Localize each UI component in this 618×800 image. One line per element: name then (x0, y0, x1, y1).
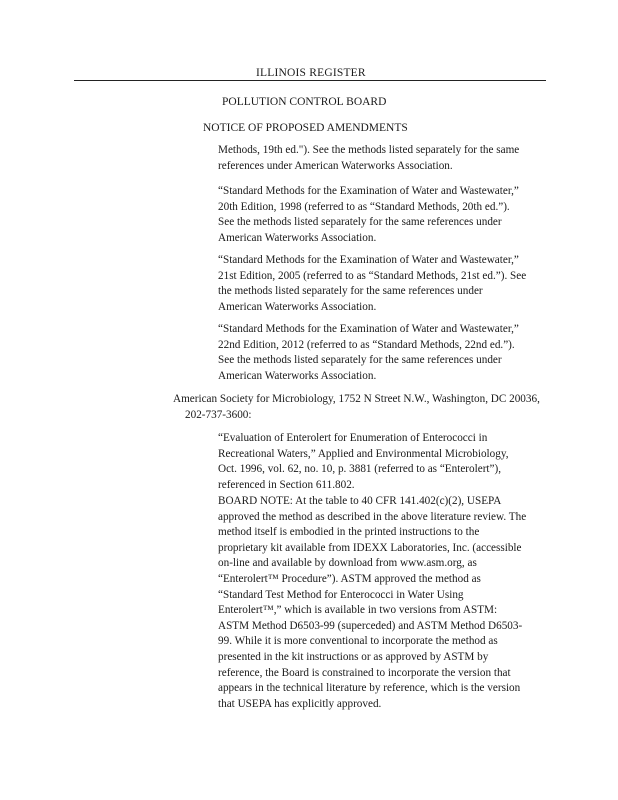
register-header-title: ILLINOIS REGISTER (256, 67, 366, 79)
paragraph-19th-edition: Methods, 19th ed."). See the methods listed separately for the same references under American Waterworks Association. (218, 144, 520, 172)
notice-heading: NOTICE OF PROPOSED AMENDMENTS (203, 122, 408, 134)
paragraph-20th-edition: “Standard Methods for the Examination of Water and Wastewater,” 20th Edition, 1998 (referred to as “Standard Methods, 20th ed.”). See the methods listed separately for the same references under American Waterworks Association. (218, 185, 519, 244)
asm-reference: American Society for Microbiology, 1752 N Street N.W., Washington, DC 20036, 202-737-3600: (173, 393, 540, 421)
paragraph-enterolert: “Evaluation of Enterolert for Enumeration of Enterococci in Recreational Waters,” Applied and Environmental Microbiology, Oct. 1996, vol. 62, no. 10, p. 3881 (referred to as “Enterolert”), referenced in Section 611.802. (218, 432, 509, 491)
board-name: POLLUTION CONTROL BOARD (222, 96, 387, 108)
paragraph-22nd-edition: “Standard Methods for the Examination of Water and Wastewater,” 22nd Edition, 2012 (referred to as “Standard Methods, 22nd ed.”). See the methods listed separately for the same references under American Waterworks Association. (218, 323, 519, 382)
board-note: BOARD NOTE: At the table to 40 CFR 141.402(c)(2), USEPA approved the method as described in the above literature review. The method itself is embodied in the printed instructions to the proprietary kit available from IDEXX Laboratories, Inc. (accessible on-line and available by download from www.asm.org, as “Enterolert™ Procedure”). ASTM approved the method as “Standard Test Method for Enterococci in Water Using Enterolert™,” which is available in two versions from ASTM: ASTM Method D6503-99 (superceded) and ASTM Method D6503-99. While it is more conventional to incorporate the method as presented in the kit instructions or as approved by ASTM by reference, the Board is constrained to incorporate the version that appears in the technical literature by reference, which is the version that USEPA has explicitly approved. (218, 495, 527, 710)
header-rule (74, 80, 546, 81)
paragraph-21st-edition: “Standard Methods for the Examination of Water and Wastewater,” 21st Edition, 2005 (referred to as “Standard Methods, 21st ed.”). See the methods listed separately for the same references under American Waterworks Association. (218, 254, 527, 313)
